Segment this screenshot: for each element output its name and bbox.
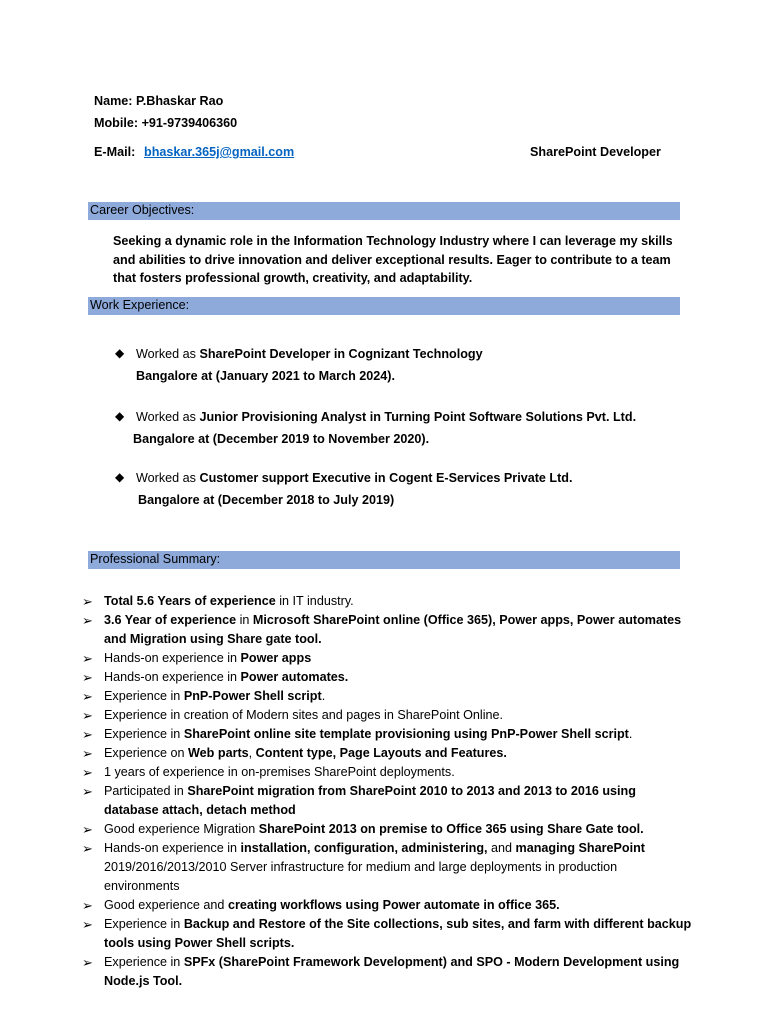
professional-summary-header bbox=[88, 551, 680, 569]
summary-bold-text: PnP-Power Shell script bbox=[183, 689, 322, 703]
summary-bold-text: Power apps bbox=[240, 651, 312, 665]
summary-item bbox=[82, 953, 692, 991]
experience-location: Bangalore at (December 2018 to July 2019) bbox=[138, 493, 395, 507]
arrow-bullet-icon: ➢ bbox=[82, 670, 93, 685]
professional-summary-label: Professional Summary: bbox=[90, 552, 221, 566]
summary-text bbox=[104, 592, 692, 611]
experience-prefix: Worked as bbox=[136, 471, 200, 485]
summary-plain-text: 1 years of experience in on-premises SharePoint deployments. bbox=[104, 765, 455, 779]
career-objectives-label: Career Objectives: bbox=[90, 203, 195, 217]
summary-text bbox=[104, 725, 692, 744]
summary-item bbox=[82, 611, 692, 649]
summary-bold-text: Backup and Restore of the Site collections, sub sites, and farm with different backup tools using Power Shell scripts. bbox=[104, 917, 692, 950]
experience-role: Junior Provisioning Analyst in Turning Point Software Solutions Pvt. Ltd. bbox=[199, 410, 637, 424]
arrow-bullet-icon: ➢ bbox=[82, 784, 93, 799]
summary-text bbox=[104, 782, 692, 820]
summary-plain-text: , bbox=[248, 746, 256, 760]
arrow-bullet-icon: ➢ bbox=[82, 822, 93, 837]
arrow-bullet-icon: ➢ bbox=[82, 689, 93, 704]
work-experience-header bbox=[88, 297, 680, 315]
arrow-bullet-icon: ➢ bbox=[82, 727, 93, 742]
name-line: Name: P.Bhaskar Rao bbox=[94, 94, 224, 108]
summary-plain-text: in bbox=[236, 613, 253, 627]
summary-item bbox=[82, 763, 692, 782]
summary-bold-text: Content type, Page Layouts and Features. bbox=[255, 746, 507, 760]
mobile-line: Mobile: +91-9739406360 bbox=[94, 116, 238, 130]
email-label: E-Mail: bbox=[94, 145, 136, 159]
diamond-bullet-icon: ◆ bbox=[115, 470, 125, 484]
summary-text bbox=[104, 820, 692, 839]
summary-plain-text: Hands-on experience in bbox=[104, 651, 241, 665]
summary-item bbox=[82, 915, 692, 953]
arrow-bullet-icon: ➢ bbox=[82, 841, 93, 856]
arrow-bullet-icon: ➢ bbox=[82, 898, 93, 913]
summary-plain-text: 2019/2016/2013/2010 Server infrastructure for medium and large deployments in production environments bbox=[104, 860, 618, 893]
arrow-bullet-icon: ➢ bbox=[82, 651, 93, 666]
diamond-bullet-icon: ◆ bbox=[115, 346, 125, 360]
experience-location: Bangalore at (December 2019 to November 2020). bbox=[133, 432, 430, 446]
summary-bold-text: 3.6 Year of experience bbox=[104, 613, 237, 627]
arrow-bullet-icon: ➢ bbox=[82, 613, 93, 628]
summary-text bbox=[104, 896, 692, 915]
summary-plain-text: Hands-on experience in bbox=[104, 670, 241, 684]
summary-text bbox=[104, 649, 692, 668]
summary-item bbox=[82, 706, 692, 725]
summary-text bbox=[104, 687, 692, 706]
experience-title bbox=[136, 471, 572, 485]
summary-bold-text: SharePoint migration from SharePoint 2010 to 2013 and 2013 to 2016 using database attach, detach method bbox=[104, 784, 636, 817]
summary-plain-text: Experience on bbox=[104, 746, 189, 760]
summary-list bbox=[82, 592, 692, 991]
job-title: SharePoint Developer bbox=[530, 145, 661, 159]
summary-item bbox=[82, 649, 692, 668]
experience-title bbox=[136, 347, 483, 361]
experience-prefix: Worked as bbox=[136, 410, 200, 424]
arrow-bullet-icon: ➢ bbox=[82, 955, 93, 970]
summary-text bbox=[104, 611, 692, 649]
career-objectives-header bbox=[88, 202, 680, 220]
summary-plain-text: Experience in bbox=[104, 955, 184, 969]
summary-plain-text: Hands-on experience in bbox=[104, 841, 241, 855]
summary-plain-text: . bbox=[628, 727, 633, 741]
experience-role: SharePoint Developer in Cognizant Technology bbox=[199, 347, 483, 361]
experience-title bbox=[136, 410, 636, 424]
summary-plain-text: . bbox=[321, 689, 326, 703]
arrow-bullet-icon: ➢ bbox=[82, 917, 93, 932]
summary-item bbox=[82, 839, 692, 896]
summary-plain-text: Experience in creation of Modern sites and pages in SharePoint Online. bbox=[104, 708, 504, 722]
diamond-bullet-icon: ◆ bbox=[115, 409, 125, 423]
career-objectives-text: Seeking a dynamic role in the Information Technology Industry where I can leverage my skills and abilities to drive innovation and deliver exceptional results. Eager to contribute to a team that fosters professional growth, creativity, and adaptability. bbox=[113, 234, 673, 285]
summary-plain-text: and bbox=[487, 841, 516, 855]
summary-plain-text: Experience in bbox=[104, 727, 184, 741]
summary-bold-text: SharePoint 2013 on premise to Office 365 using Share Gate tool. bbox=[258, 822, 644, 836]
arrow-bullet-icon: ➢ bbox=[82, 594, 93, 609]
summary-plain-text: Experience in bbox=[104, 917, 184, 931]
summary-plain-text: in IT industry. bbox=[275, 594, 354, 608]
arrow-bullet-icon: ➢ bbox=[82, 765, 93, 780]
summary-bold-text: Web parts bbox=[188, 746, 249, 760]
summary-plain-text: Participated in bbox=[104, 784, 188, 798]
experience-role: Customer support Executive in Cogent E-Services Private Ltd. bbox=[199, 471, 573, 485]
work-experience-label: Work Experience: bbox=[90, 298, 190, 312]
summary-item bbox=[82, 782, 692, 820]
summary-item bbox=[82, 687, 692, 706]
summary-item bbox=[82, 820, 692, 839]
summary-plain-text: Experience in bbox=[104, 689, 184, 703]
summary-item bbox=[82, 668, 692, 687]
summary-text bbox=[104, 839, 692, 896]
summary-bold-text: Microsoft SharePoint online (Office 365), Power apps, Power automates and Migration using Share gate tool. bbox=[104, 613, 682, 646]
experience-location: Bangalore at (January 2021 to March 2024). bbox=[136, 369, 395, 383]
summary-text bbox=[104, 915, 692, 953]
summary-bold-text: SharePoint online site template provisioning using PnP-Power Shell script bbox=[183, 727, 629, 741]
summary-text bbox=[104, 668, 692, 687]
summary-text bbox=[104, 763, 692, 782]
summary-text bbox=[104, 953, 692, 991]
summary-plain-text: Good experience and bbox=[104, 898, 228, 912]
summary-item bbox=[82, 725, 692, 744]
summary-item bbox=[82, 896, 692, 915]
summary-bold-text: SPFx (SharePoint Framework Development) and SPO - Modern Development using Node.js Tool. bbox=[104, 955, 680, 988]
summary-text bbox=[104, 706, 692, 725]
summary-bold-text: installation, configuration, administering, bbox=[240, 841, 488, 855]
experience-prefix: Worked as bbox=[136, 347, 200, 361]
summary-bold-text: Total 5.6 Years of experience bbox=[104, 594, 276, 608]
summary-text bbox=[104, 744, 692, 763]
summary-plain-text: Good experience Migration bbox=[104, 822, 259, 836]
summary-item bbox=[82, 744, 692, 763]
arrow-bullet-icon: ➢ bbox=[82, 746, 93, 761]
summary-item bbox=[82, 592, 692, 611]
summary-bold-text: Power automates. bbox=[240, 670, 349, 684]
arrow-bullet-icon: ➢ bbox=[82, 708, 93, 723]
summary-bold-text: managing SharePoint bbox=[515, 841, 645, 855]
summary-bold-text: creating workflows using Power automate in office 365. bbox=[227, 898, 560, 912]
email-link[interactable]: bhaskar.365j@gmail.com bbox=[144, 145, 295, 159]
